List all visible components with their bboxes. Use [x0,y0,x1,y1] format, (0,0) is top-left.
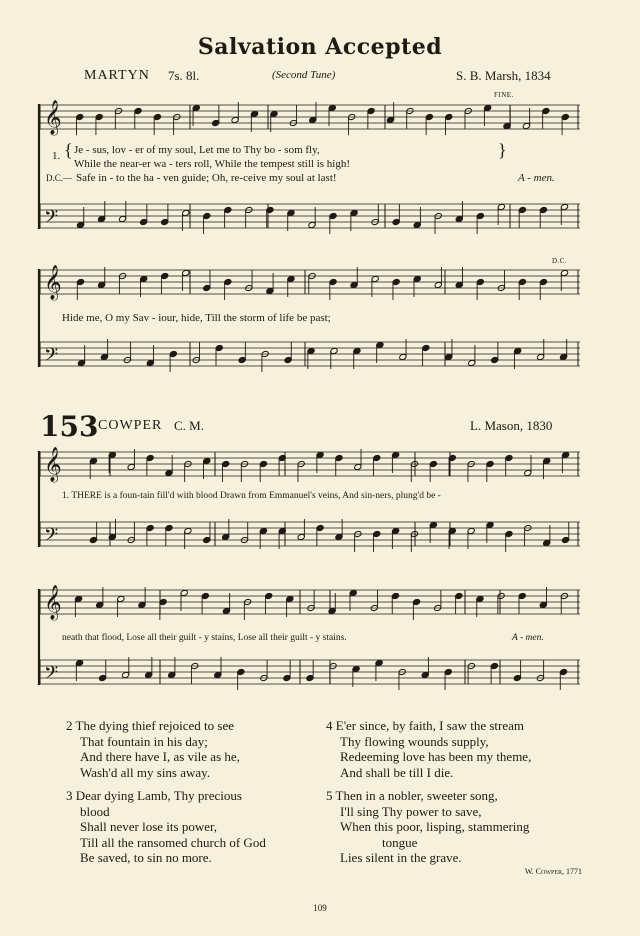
hymn-number: 153 [40,410,99,443]
stanza-line: Wash'd all my sins away. [80,764,211,780]
stanza-line: Be saved, to sin no more. [80,850,212,865]
stanza-num: 5 [326,788,333,803]
amen-1: A - men. [518,172,555,184]
author-credit: W. Cowper, 1771 [524,867,582,876]
stanza-line: And there have I, as vile as he, [80,749,240,764]
dc-prefix: D.C.— [46,173,73,183]
stanza-line: That fountain in his day; [80,733,208,749]
lyric-line-1: Je - sus, lov - er of my soul, Let me to Thy bo - som fly, [74,144,320,156]
stanza-line: Lies silent in the grave. [340,850,462,865]
tune-name-martyn: MARTYN [84,68,150,83]
tune-name-cowper: COWPER [98,418,163,433]
verse-brace-right: } [498,140,507,160]
composer-martyn: S. B. Marsh, 1834 [456,68,551,83]
amen-2: A - men. [512,633,544,643]
stanza-num: 4 [326,718,333,733]
stanza-line: Then in a nobler, sweeter song, [335,788,498,803]
stanza-num: 3 [66,788,73,803]
bass-clef-icon: 𝄢 [44,207,59,232]
tune-meter-martyn: 7s. 8l. [168,68,200,83]
composer-cowper: L. Mason, 1830 [470,418,553,433]
page-number: 109 [313,903,327,913]
treble-clef-icon: 𝄞 [44,585,62,620]
lyric-line-3: Safe in - to the ha - ven guide; Oh, re-ceive my soul at last! [76,172,337,184]
dc-marker: D.C. [552,257,568,265]
stanza-line: blood [80,803,110,819]
treble-clef-icon: 𝄞 [44,447,62,482]
stanza-4 [326,718,531,780]
stanza-num: 2 [66,718,73,733]
verse-brace-left: { [64,140,73,160]
stanza-line: The dying thief rejoiced to see [75,718,234,733]
stanza-line: Redeeming love has been my theme, [340,749,532,764]
stanza-line: E'er since, by faith, I saw the stream [335,718,524,733]
stanza-2 [66,718,240,780]
stanza-3 [66,788,266,866]
bass-clef-icon: 𝄢 [44,345,59,370]
page-title: Salvation Accepted [197,34,443,60]
tune-meter-cowper: C. M. [174,418,204,433]
stanza-line: tongue [382,834,418,850]
verse-number-1: 1. [52,150,61,162]
lyric-line-4: Hide me, O my Sav - iour, hide, Till the storm of life be past; [62,312,331,324]
stanza-line: When this poor, lisping, stammering [340,819,530,834]
lyric-153-line-2: neath that flood, Lose all their guilt - y stains, Lose all their guilt - y stains. [62,633,347,643]
lyric-153-line-1: 1. THERE is a foun-tain fill'd with blood Drawn from Emmanuel's veins, And sin-ners, plung'd be - [62,491,441,501]
stanza-line: Shall never lose its power, [80,819,218,834]
tune-note: (Second Tune) [272,69,336,81]
stanza-line: I'll sing Thy power to save, [340,803,482,819]
treble-clef-icon: 𝄞 [44,100,62,135]
stanza-5 [326,788,529,866]
fine-marker: FINE. [494,91,514,99]
bass-clef-icon: 𝄢 [44,525,59,550]
stanza-line: And shall be till I die. [340,764,454,780]
treble-clef-icon: 𝄞 [44,265,62,300]
stanza-line: Thy flowing wounds supply, [340,733,489,749]
stanza-line: Till all the ransomed church of God [80,834,266,850]
lyric-line-2: While the near-er wa - ters roll, While the tempest still is high! [74,158,351,170]
bass-clef-icon: 𝄢 [44,663,59,688]
stanza-line: Dear dying Lamb, Thy precious [75,788,242,803]
